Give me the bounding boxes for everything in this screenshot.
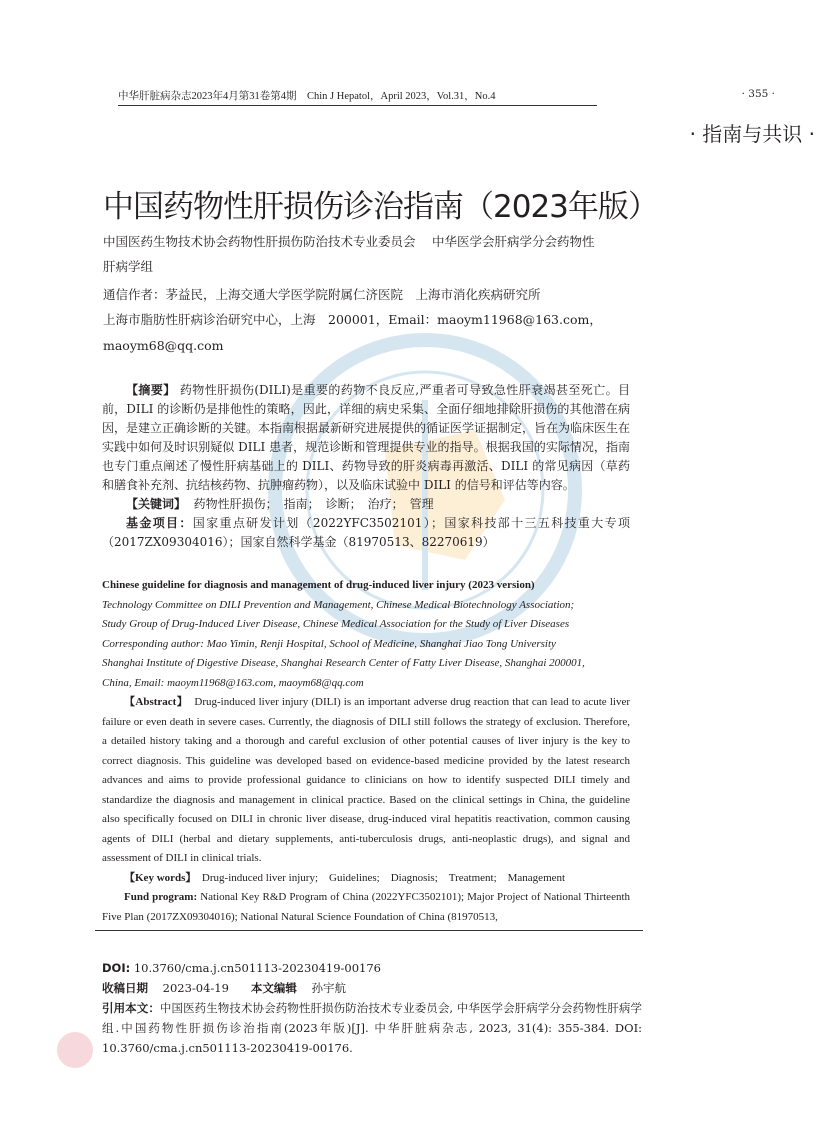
english-section [102,576,630,927]
doi-link[interactable]: 10.3760/cma.j.cn501113-20230419-00176 [133,961,382,975]
english-author-line: Corresponding author: Mao Yimin, Renji Hospital, School of Medicine, Shanghai Jiao Tong University [102,637,556,650]
citation-text: 中国医药生物技术协会药物性肝损伤防治技术专业委员会, 中华医学会肝病学分会药物性肝病学组.中国药物性肝损伤诊治指南(2023年版)[J]. 中华肝脏病杂志, 2023, 31(4): 355-384. DOI: 10.3760/cma.j.cn501113-20230419-00176. [102,1001,642,1055]
english-title: Chinese guideline for diagnosis and management of drug-induced liver injury (2023 version) [102,579,535,591]
keywords-label: 【关键词】 [126,497,187,511]
affiliation-line: 肝病学组 [103,259,154,274]
fund-text: 国家重点研发计划（2022YFC3502101）；国家科技部十三五科技重大专项（2017ZX09304016）；国家自然科学基金（81970513、82270619） [102,516,630,549]
abstract-label: 【摘要】 [126,383,176,397]
english-author-line: Shanghai Institute of Digestive Disease, Shanghai Research Center of Fatty Liver Disease, Shanghai 200001, [102,657,585,669]
article-footnote [102,958,642,1058]
english-abstract-text: Drug-induced liver injury (DILI) is an important adverse drug reaction that can lead to acute liver failure or even death in severe cases. Currently, the diagnosis of DILI still follows the strategy of exclusion. Therefore, a detailed history taking and a thorough and careful exclusion of other potential causes of liver injury is the key to correct diagnosis. This guideline was developed based on evidence-based medicine provided by the latest research advances and aims to provide professional guidance to clinicians on how to identify suspected DILI timely and standardize the diagnosis and management in clinical practice. Based on the clinical settings in China, the guideline also specifically focused on DILI in chronic liver disease, drug-induced viral hepatitis reactivation, common causing agents of DILI (herbal and dietary supplements, anti-tuberculosis drugs, anti-neoplastic drugs), and signal and assessment of DILI in clinical trials. [102,696,630,864]
doi-label: DOI: [102,961,131,975]
english-fund-text: National Key R&D Program of China (2022YFC3502101); Major Project of National Thirteenth Five Plan (2017ZX09304016); National Natural Science Foundation of China (81970513, [102,891,631,923]
received-label: 收稿日期 [102,981,148,995]
publisher-logo-watermark [55,1030,95,1070]
english-author-line: Technology Committee on DILI Prevention and Management, Chinese Medical Biotechnology Association; [102,598,575,611]
abstract-text: 药物性肝损伤(DILI)是重要的药物不良反应,严重者可导致急性肝衰竭甚至死亡。目前，DILI 的诊断仍是排他性的策略，因此，详细的病史采集、全面仔细地排除肝损伤的其他潜在病因，是建立正确诊断的关键。本指南根据最新研究进展提供的循证医学证据制定，旨在为临床医生在实践中如何及时识别疑似 DILI 患者，规范诊断和管理提供专业的指导。根据我国的实际情况，指南也专门重点阐述了慢性肝病基础上的 DILI、药物导致的肝炎病毒再激活、DILI 的常见病因（草药和膳食补充剂、抗结核药物、抗肿瘤药物），以及临床试验中 DILI 的信号和评估等内容。 [102,383,631,492]
fund-label: 基金项目： [126,516,193,530]
received-date: 2023-04-19 [162,981,229,995]
citation-label: 引用本文： [102,1001,160,1015]
chinese-abstract [102,381,630,552]
page-number: · 355 · [741,88,775,100]
english-keywords-text: Drug-induced liver injury; Guidelines; Diagnosis; Treatment; Management [201,871,566,884]
article-title: 中国药物性肝损伤诊治指南（2023年版） [103,188,658,225]
editor-name: 孙宇航 [311,981,346,995]
footnote-divider [95,930,643,931]
corresponding-author-line: maoym68@qq.com [103,338,224,353]
running-header: 中华肝脏病杂志2023年4月第31卷第4期 Chin J Hepatol，April 2023，Vol.31，No.4 [118,88,597,106]
editor-label: 本文编辑 [250,981,297,995]
english-fund-label: Fund program: [124,891,198,903]
section-label: · 指南与共识 · [689,122,815,146]
keywords-text: 药物性肝损伤； 指南； 诊断； 治疗； 管理 [193,497,434,511]
corresponding-author-line: 上海市脂肪性肝病诊治研究中心，上海 200001，Email：maoym11968@163.com， [103,312,602,327]
corresponding-author-line: 通信作者：茅益民，上海交通大学医学院附属仁济医院 上海市消化疾病研究所 [103,287,541,302]
english-author-line: China, Email: maoym11968@163.com, maoym68@qq.com [102,676,364,689]
english-author-line: Study Group of Drug-Induced Liver Disease, Chinese Medical Association for the Study of Liver Diseases [102,618,570,630]
english-abstract-label: 【Abstract】 [124,696,189,708]
affiliation-line: 中国医药生物技术协会药物性肝损伤防治技术专业委员会 中华医学会肝病学分会药物性 [103,234,595,249]
english-keywords-label: 【Key words】 [124,871,197,884]
